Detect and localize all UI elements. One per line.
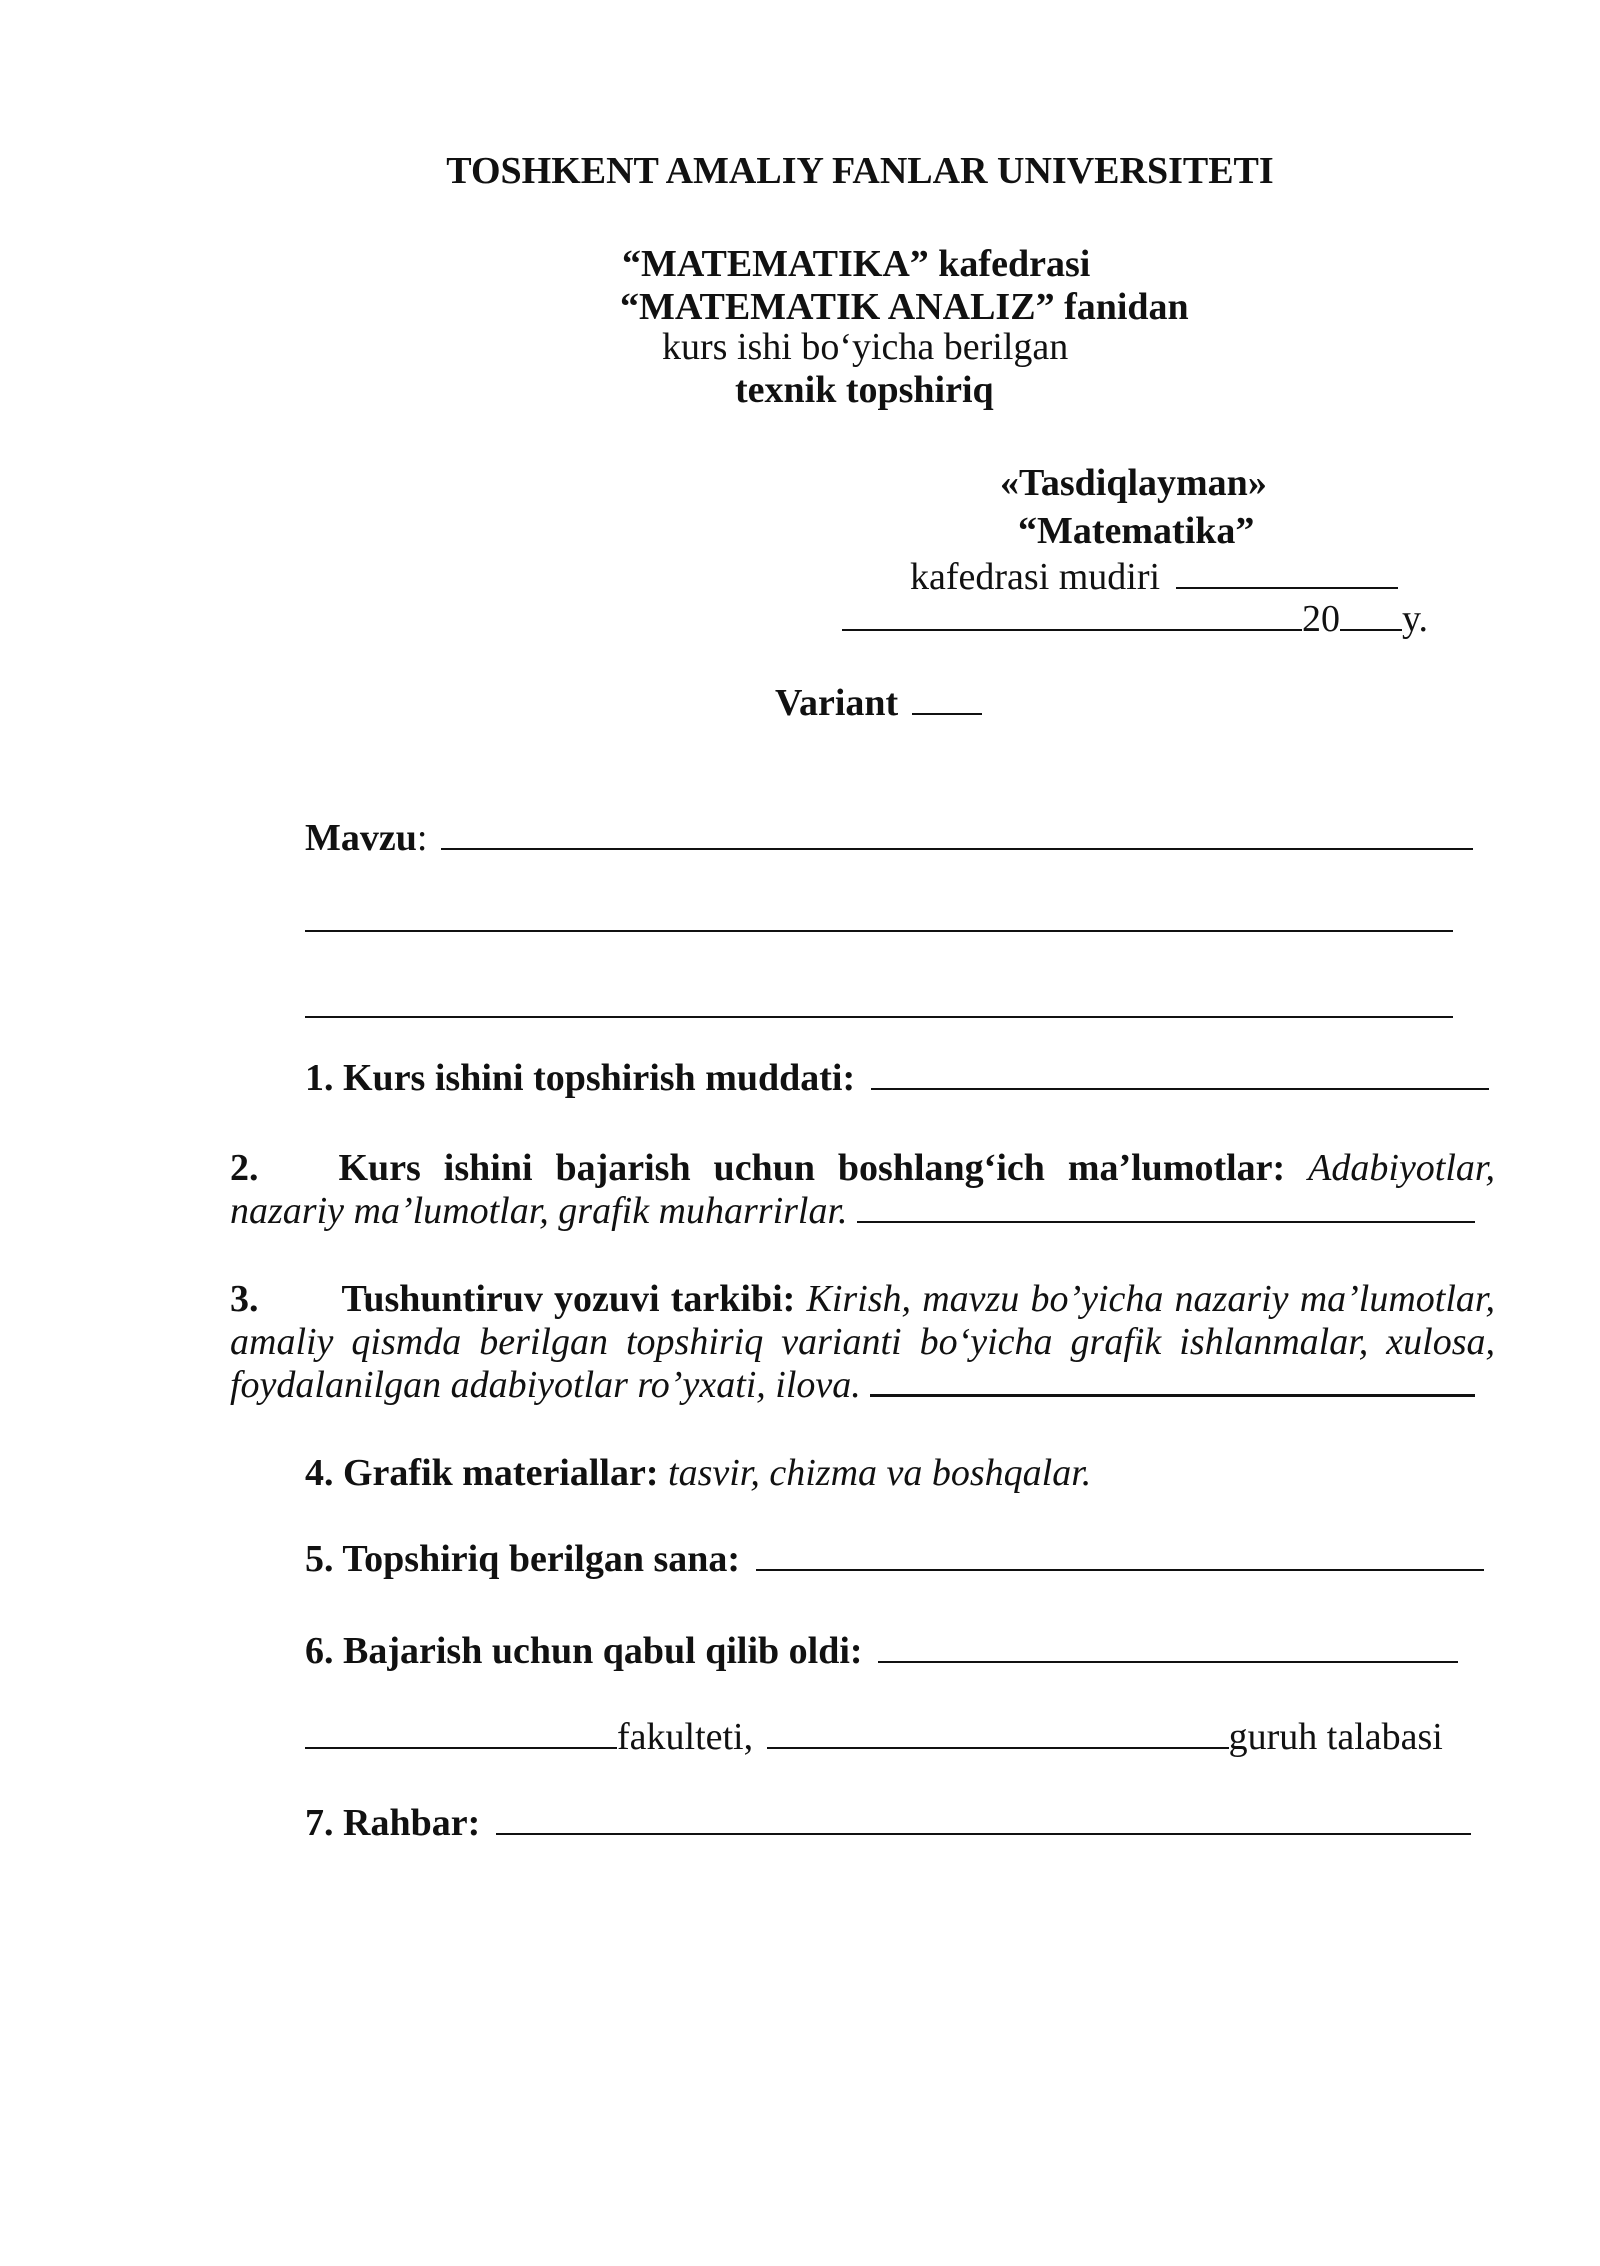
item-4-label: 4. Grafik materiallar: [305, 1452, 659, 1494]
approval-dept [1018, 510, 1254, 554]
item-6-row [305, 1630, 1458, 1674]
university-name: TOSHKENT AMALIY FANLAR UNIVERSITETI [446, 150, 1274, 192]
item-6-label: 6. Bajarish uchun qabul qilib oldi: [305, 1630, 863, 1672]
group-blank-line[interactable] [767, 1747, 1229, 1749]
item-1-blank-line[interactable] [871, 1088, 1489, 1090]
doc-title: texnik topshiriq [735, 369, 994, 411]
item-5-label: 5. Topshiriq berilgan sana: [305, 1538, 741, 1580]
topic-label: Mavzu [305, 817, 417, 859]
faculty-label: fakulteti, [617, 1716, 754, 1758]
topic-line-3[interactable] [305, 1016, 1453, 1018]
variant-row [775, 682, 982, 726]
item-2-number: 2. [230, 1147, 259, 1189]
year-suffix: y. [1402, 598, 1429, 640]
item-1-label: 1. Kurs ishini topshirish muddati: [305, 1057, 856, 1099]
item-3-text: Kirish, mavzu bo’yicha nazariy ma’lumotlar, amaliy qismda berilgan topshiriq varianti bo‘yicha grafik ishlanmalar, xulosa, foydalanilgan adabiyotlar ro’yxati, ilova. [230, 1278, 1496, 1406]
item-2-text: Adabiyotlar, nazariy ma’lumotlar, grafik muharrirlar. [230, 1147, 1495, 1232]
item-5-blank-line[interactable] [756, 1569, 1484, 1571]
subject-name: “MATEMATIK ANALIZ” fanidan [620, 286, 1189, 328]
faculty-blank-line[interactable] [305, 1747, 617, 1749]
item-7-label: 7. Rahbar: [305, 1802, 481, 1844]
topic-colon: : [416, 817, 428, 859]
item-3-paragraph [230, 1278, 1495, 1407]
item-6-student-row [305, 1716, 1443, 1760]
item-4-text: tasvir, chizma va boshqalar. [668, 1452, 1092, 1494]
item-2-paragraph [230, 1147, 1495, 1233]
approval-head-row [910, 556, 1398, 600]
topic-row [305, 817, 1473, 861]
topic-line-2[interactable] [305, 930, 1453, 932]
approval-dept-name: “Matematika” [1018, 510, 1255, 552]
item-3-label: Tushuntiruv yozuvi tarkibi: [341, 1278, 796, 1320]
variant-label: Variant [775, 682, 899, 724]
approval-date-row [842, 598, 1428, 642]
year-prefix: 20 [1302, 598, 1340, 640]
head-signature-line[interactable] [1176, 587, 1398, 589]
item-7-blank-line[interactable] [496, 1833, 1471, 1835]
item-3-number: 3. [230, 1278, 259, 1320]
item-2-blank-line[interactable] [857, 1221, 1475, 1223]
date-blank-line[interactable] [842, 629, 1302, 631]
approval-head-label: kafedrasi mudiri [910, 556, 1161, 598]
approval-title: «Tasdiqlayman» [1000, 462, 1267, 504]
doc-subtitle: kurs ishi bo‘yicha berilgan [662, 326, 1069, 368]
group-label: guruh talabasi [1228, 1716, 1443, 1758]
topic-line-1[interactable] [441, 848, 1473, 850]
item-3-blank-line[interactable] [870, 1394, 1475, 1397]
item-5-row [305, 1538, 1484, 1582]
item-1-row [305, 1057, 1489, 1101]
variant-blank-line[interactable] [912, 713, 982, 715]
item-2-label: Kurs ishini bajarish uchun boshlang‘ich ma’lumotlar: [338, 1147, 1286, 1189]
year-blank-line[interactable] [1340, 629, 1402, 631]
item-6-blank-line[interactable] [878, 1661, 1458, 1663]
department-name: “MATEMATIKA” kafedrasi [622, 243, 1091, 285]
item-4-row [305, 1452, 1091, 1496]
item-7-row [305, 1802, 1471, 1846]
